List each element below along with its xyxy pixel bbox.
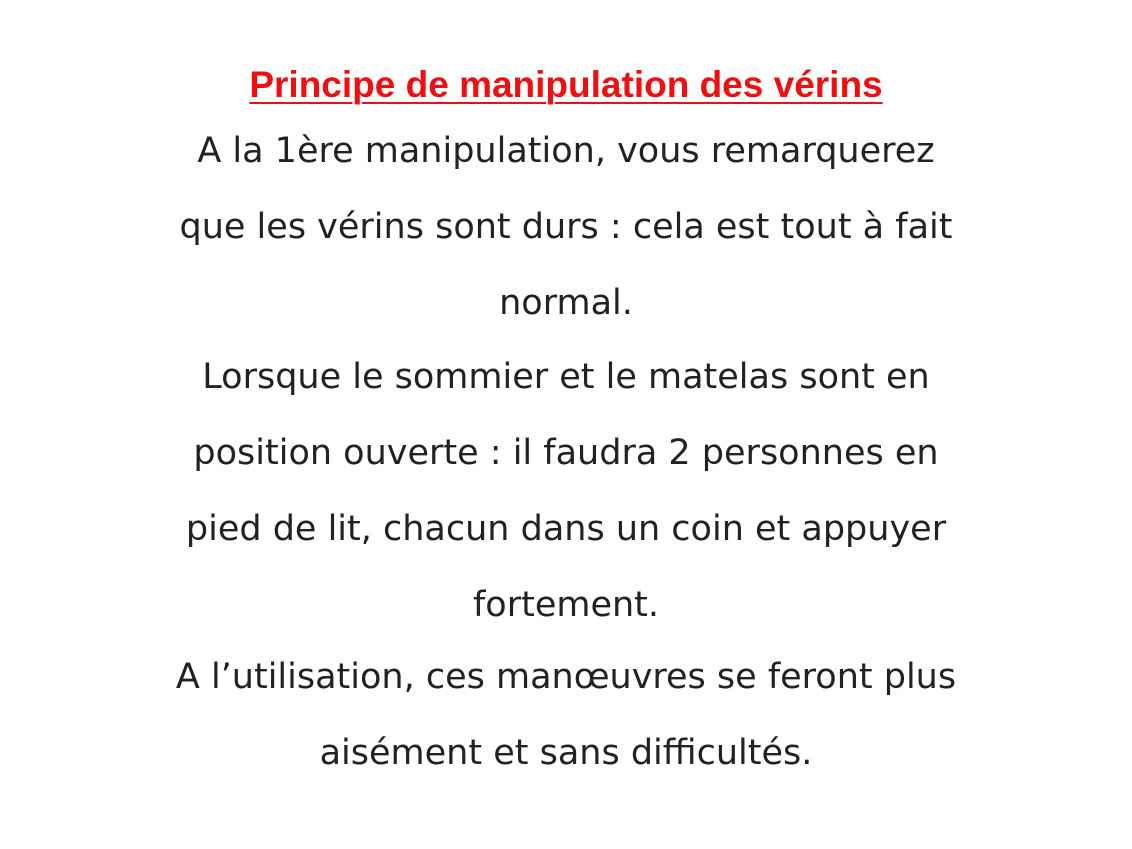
paragraph-line: fortement.	[472, 585, 660, 625]
paragraph-line: aisément et sans difficultés.	[319, 733, 813, 773]
paragraph-line: pied de lit, chacun dans un coin et appuyer	[185, 509, 947, 549]
paragraph-line: que les vérins sont durs : cela est tout à fait	[179, 207, 953, 247]
paragraph-line: position ouverte : il faudra 2 personnes en	[193, 433, 939, 473]
paragraph-line: A l’utilisation, ces manœuvres se feront plus	[175, 657, 957, 697]
paragraph-open-position	[116, 339, 1016, 643]
document-title: Principe de manipulation des vérins	[249, 64, 883, 105]
paragraph-line: A la 1ère manipulation, vous remarquerez	[197, 131, 935, 171]
paragraph-first-manipulation	[116, 113, 1016, 341]
paragraph-usage	[116, 639, 1016, 791]
paragraph-line: normal.	[499, 283, 633, 323]
paragraph-line: Lorsque le sommier et le matelas sont en	[202, 357, 930, 397]
